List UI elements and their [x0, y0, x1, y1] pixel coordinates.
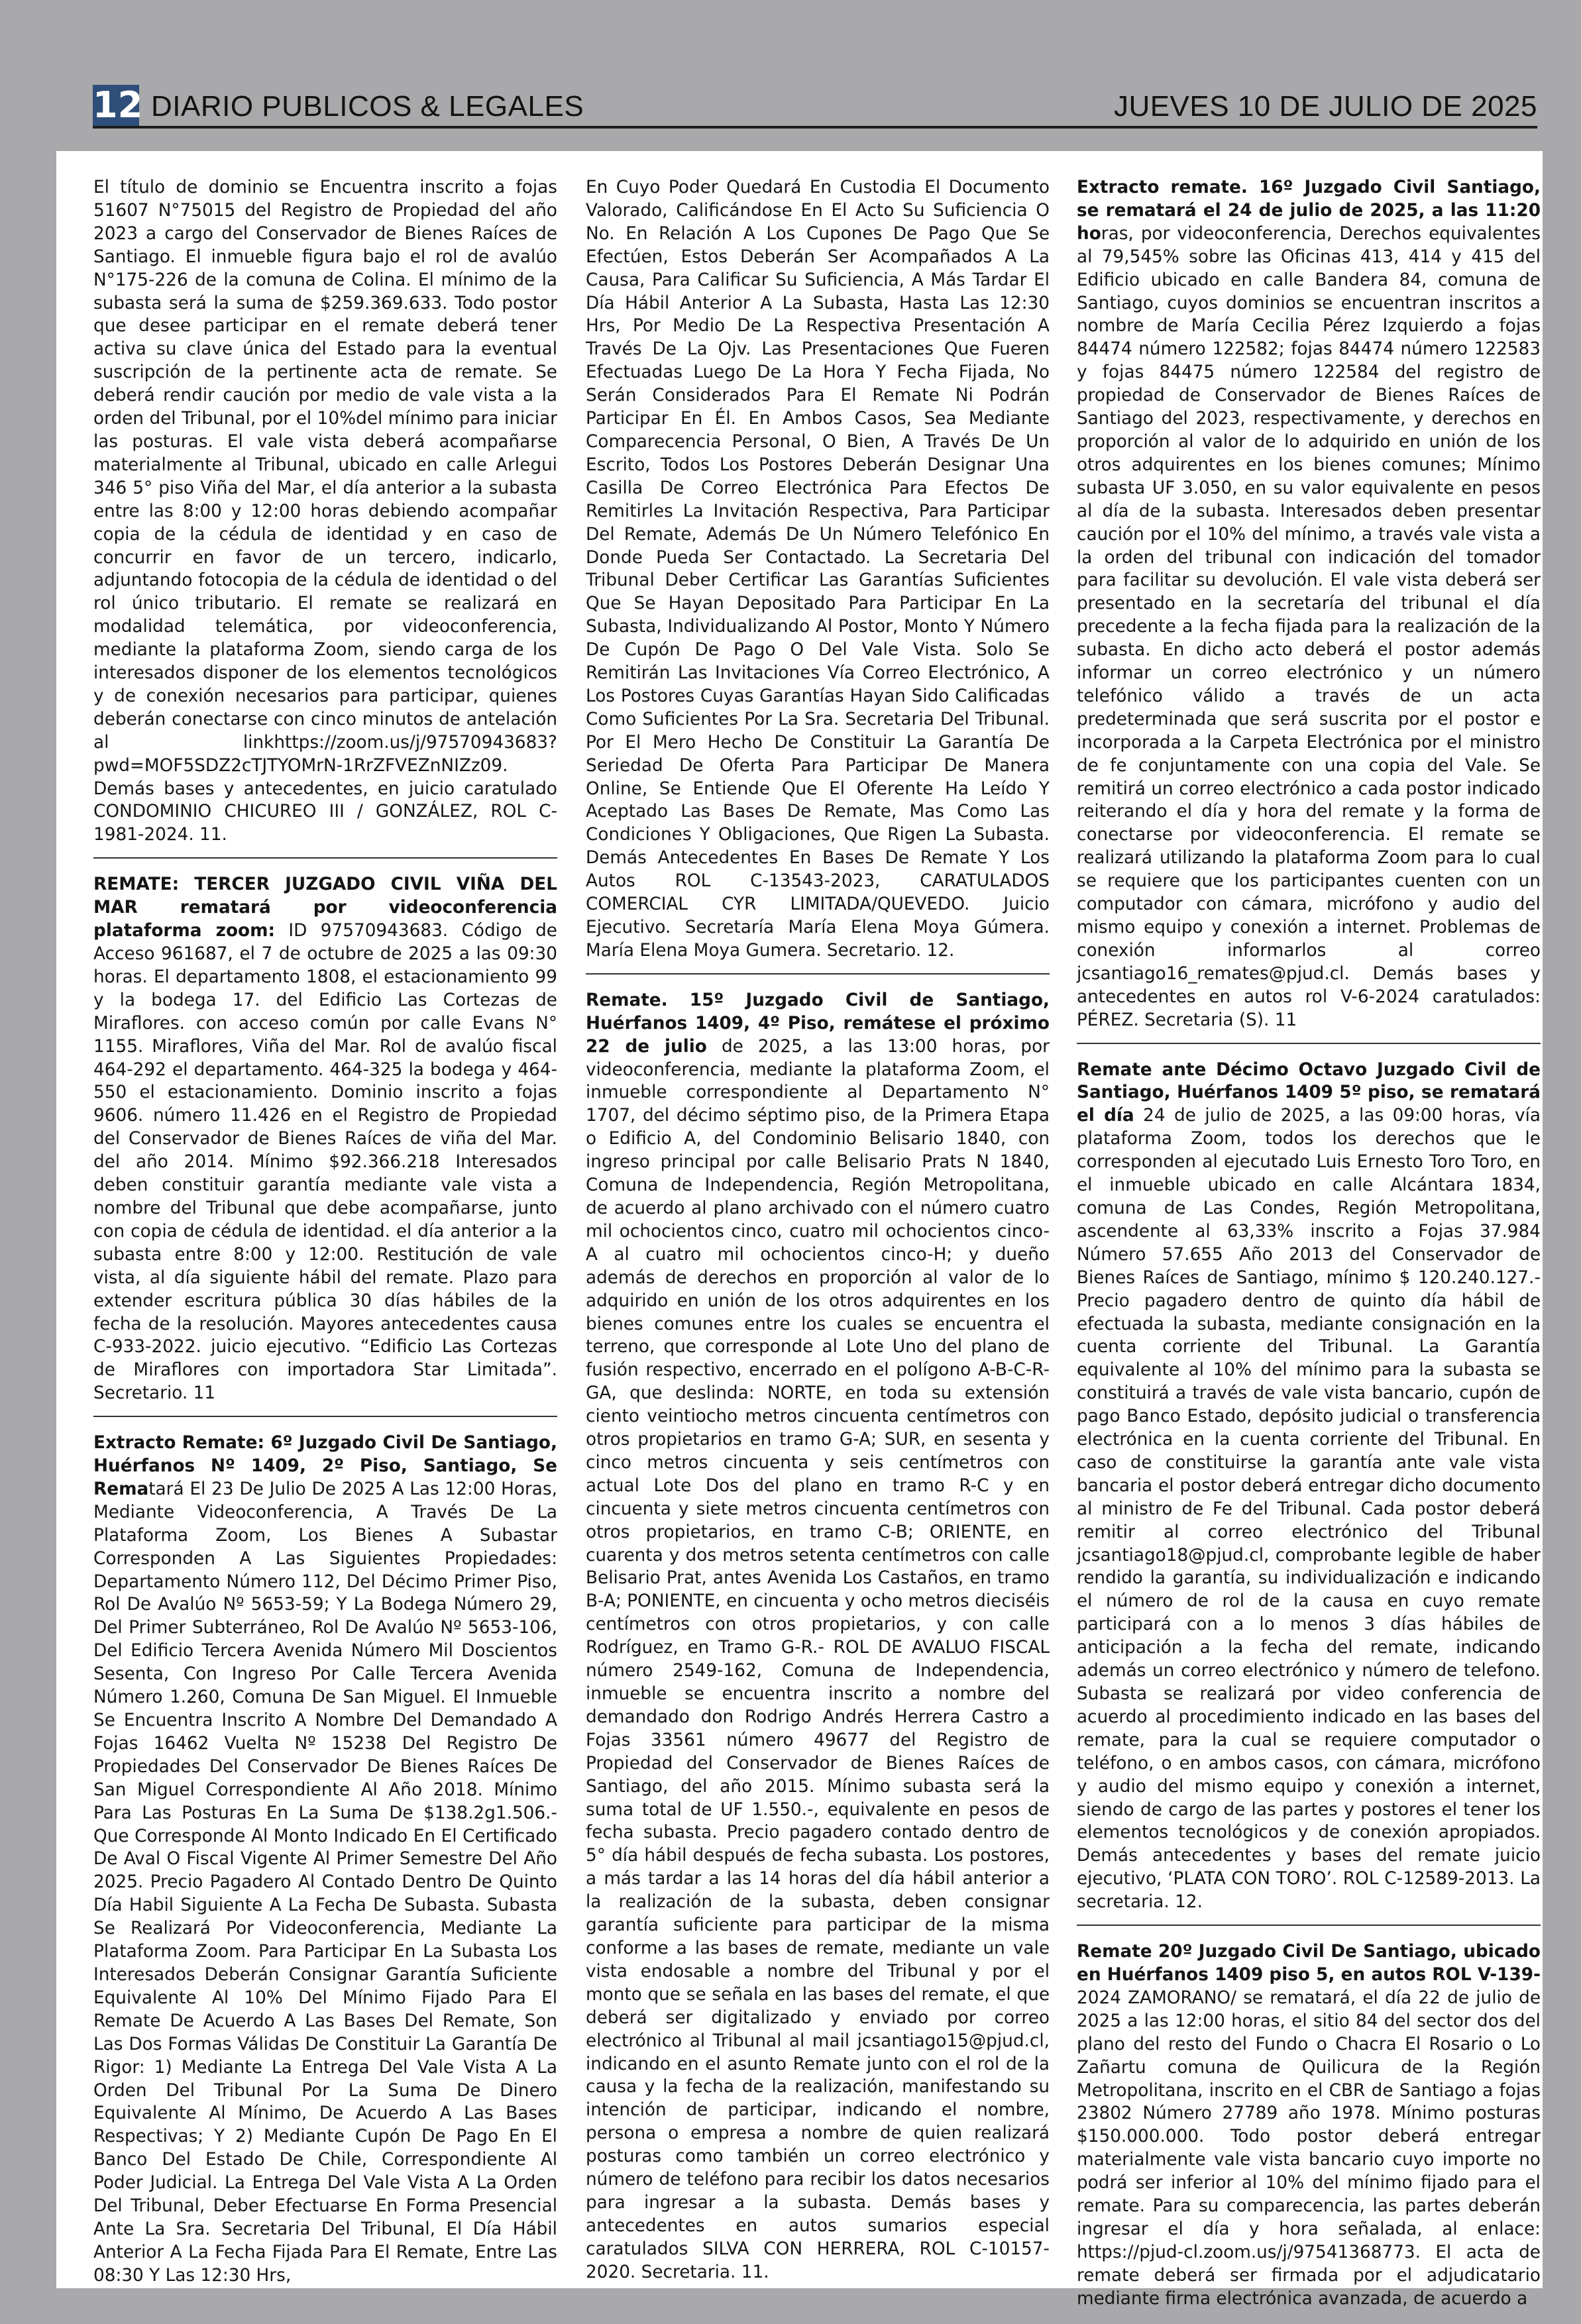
page-header — [93, 85, 1537, 129]
notice-body: En Cuyo Poder Quedará En Custodia El Documento Valorado, Calificándose En El Acto Su Suficiencia O No. En Relación A Los Cupones De Pago Que Se Efectúen, Estos Deberán Ser Acompañados A La Causa, Para Calificar Su Suficiencia, A Más Tardar El Día Hábil Anterior A La Subasta, Hasta Las 12:30 Hrs, Por Medio De La Respectiva Presentación A Través De La Ojv. Las Presentaciones Que Fueren Efectuadas Luego De La Hora Y Fecha Fijada, No Serán Considerados Para El Remate Ni Podrán Participar En Él. En Ambos Casos, Sea Mediante Comparecencia Personal, O Bien, A Través De Un Escrito, Todos Los Postores Deberán Designar Una Casilla De Correo Electrónica Para Efectos De Remitirles La Invitación Respectiva, Para Participar Del Remate, Además De Un Número Telefónico En Donde Pueda Ser Contactado. La Secretaria Del Tribunal Deber Certificar Las Garantías Suficientes Que Se Hayan Depositado Para Participar En La Subasta, Individualizando Al Postor, Monto Y Número De Cupón De Pago O Del Vale Vista. Solo Se Remitirán Las Invitaciones Vía Correo Electrónico, A Los Postores Cuyas Garantías Hayan Sido Calificadas Como Suficientes Por La Sra. Secretaria Del Tribunal. Por El Mero Hecho De Constituir La Garantía De Seriedad De Oferta Para Participar De Manera Online, Se Entiende Que El Oferente Ha Leído Y Aceptado Las Bases De Remate, Mas Como Las Condiciones Y Obligaciones, Que Rigen La Subasta. Demás Antecedentes En Bases De Remate Y Los Autos ROL C-13543-2023, CARATULADOS COMERCIAL CYR LIMITADA/QUEVEDO. Juicio Ejecutivo. Secretaría María Elena Moya Gúmera. María Elena Moya Gumera. Secretario. 12. — [586, 178, 1050, 961]
notice-heading: Extracto Remate: 6º Juzgado Civil De Santiago, Huérfanos Nº 1409, 2º Piso, Santiago, Se Rema — [93, 1433, 557, 1499]
legal-notice — [1077, 1059, 1541, 1927]
legal-notice — [1077, 176, 1541, 1044]
page-sheet — [56, 151, 1543, 2309]
legal-notice — [93, 1432, 557, 2298]
notice-body: de 2025, a las 13:00 horas, por videoconferencia, mediante la plataforma Zoom, el inmueble correspondiente al Departamento N° 1707, del décimo séptimo piso, de la Primera Etapa o Edificio A, del Condominio Belisario 1840, con ingreso principal por calle Belisario Prats N 1840, Comuna de Independencia, Región Metropolitana, de acuerdo al plano archivado con el número cuatro mil ochocientos cinco, cuatro mil ochocientos cinco-A al cuatro mil ochocientos cinco-H; y dueño además de derechos en proporción al valor de lo adquirido en unión de los otros adquirentes en los bienes comunes entre los cuales se encuentra el terreno, que corresponde al Lote Uno del plano de fusión respectivo, encerrado en el polígono A-B-C-R-GA, que deslinda: NORTE, en toda su extensión ciento veintiocho metros cincuenta centímetros con otros propietarios en tramo G-A; SUR, en sesenta y cinco metros cincuenta y seis centímetros con actual Lote Dos del plano en tramo R-C y en cincuenta y siete metros cincuenta centímetros con otros propietarios, en tramo C-B; ORIENTE, en cuarenta y dos metros setenta centímetros con calle Belisario Prat, antes Avenida Los Castaños, en tramo B-A; PONIENTE, en cincuenta y ocho metros dieciséis centímetros con otros propietarios, y con calle Rodríguez, en Tramo G-R.- ROL DE AVALUO FISCAL número 2549-162, Comuna de Independencia, inmueble se encuentra inscrito a nombre del demandado don Rodrigo Andrés Herrera Castro a Fojas 33561 número 49677 del Registro de Propiedad del Conservador de Bienes Raíces de Santiago, del año 2015. Mínimo subasta será la suma total de UF 1.550.-, equivalente en pesos de fecha subasta. Precio pagadero contado dentro de 5° día hábil después de fecha subasta. Los postores, a más tardar a las 14 horas del día hábil anterior a la realización de la subasta, deben consignar garantía suficiente para participar de la misma conforme a las bases de remate, mediante un vale vista endosable a nombre del Tribunal y por el monto que se señala en las bases del remate, el que deberá ser digitalizado y enviado por correo electrónico al Tribunal al mail jcsantiago15@pjud.cl, indicando en el asunto Remate junto con el rol de la causa y la fecha de la realización, manifestando su intención de participar, indicando el nombre, persona o empresa a nombre de quien realizará posturas como también un correo electrónico y número de teléfono para recibir los datos necesarios para ingresar a la subasta. Demás bases y antecedentes en autos sumarios especial caratulados SILVA CON HERRERA, ROL C-10157-2020. Secretaria. 11. — [586, 1036, 1050, 2282]
notice-heading: Remate ante Décimo Octavo Juzgado Civil de Santiago, Huérfanos 1409 5º piso, se rematará el día — [1077, 1059, 1541, 1126]
issue-date: JUEVES 10 DE JULIO DE 2025 — [1113, 90, 1537, 123]
notice-heading: Remate 20º Juzgado Civil De Santiago, ubicado en Huérfanos 1409 piso 5, en autos ROL V-139- — [1077, 1942, 1541, 1985]
legal-notice — [93, 873, 557, 1417]
notice-body: tará El 23 De Julio De 2025 A Las 12:00 Horas, Mediante Videoconferencia, A Través De La Plataforma Zoom, Los Bienes A Subastar Corresponden A Las Siguientes Propiedades: Departamento Número 112, Del Décimo Primer Piso, Rol De Avalúo Nº 5653-59; Y La Bodega Número 29, Del Primer Subterráneo, Rol De Avalúo Nº 5653-106, Del Edificio Tercera Avenida Número Mil Doscientos Sesenta, Con Ingreso Por Calle Tercera Avenida Número 1.260, Comuna De San Miguel. El Inmueble Se Encuentra Inscrito A Nombre Del Demandado A Fojas 16462 Vuelta Nº 15238 Del Registro De Propiedades Del Conservador De Bienes Raíces De San Miguel Correspondiente Al Año 2018. Mínimo Para Las Posturas En La Suma De $138.2g1.506.- Que Corresponde Al Monto Indicado En El Certificado De Aval O Fiscal Vigente Al Primer Semestre Del Año 2025. Precio Pagadero Al Contado Dentro De Quinto Día Habil Siguiente A La Fecha De Subasta. Subasta Se Realizará Por Videoconferencia, Mediante La Plataforma Zoom. Para Participar En La Subasta Los Interesados Deberán Consignar Garantía Suficiente Equivalente Al 10% Del Mínimo Fijado Para El Remate De Acuerdo A Las Bases Del Remate, Son Las Dos Formas Válidas De Constituir La Garantía De Rigor: 1) Mediante La Entrega Del Vale Vista A La Orden Del Tribunal Por La Suma De Dinero Equivalente Al Mínimo, De Acuerdo A Las Bases Respectivas; Y 2) Mediante Cupón De Pago En El Banco Del Estado De Chile, Correspondiente Al Poder Judicial. La Entrega Del Vale Vista A La Orden Del Tribunal, Deber Efectuarse En Forma Presencial Ante La Sra. Secretaria Del Tribunal, El Día Hábil Anterior A La Fecha Fijada Para El Remate, Entre Las 08:30 Y Las 12:30 Hrs, — [93, 1479, 557, 2286]
column-3 — [1077, 176, 1541, 2309]
notice-body: ras, por videoconferencia, Derechos equivalentes al 79,545% sobre las Oficinas 413, 414 y 415 del Edificio ubicado en calle Bandera 84, comuna de Santiago, cuyos dominios se encuentran inscritos a nombre de María Cecilia Pérez Izquierdo a fojas 84474 número 122582; fojas 84474 número 122583 y fojas 84475 número 122584 del registro de propiedad de Conservador de Bienes Raíces de Santiago del 2023, respectivamente, y derechos en proporción al valor de lo adquirido en unión de los otros adquirentes en los bienes comunes; Mínimo subasta UF 3.050, en su valor equivalente en pesos al día de la subasta. Interesados deben presentar caución por el 10% del mínimo, a través vale vista a la orden del tribunal con indicación del tomador para facilitar su devolución. El vale vista deberá ser presentado en la secretaría del tribunal el día precedente a la fecha fijada para la realización de la subasta. En dicho acto deberá el postor además informar un correo electrónico y un número telefónico válido a través de un acta predeterminada que será suscrita por el postor e incorporada a la Carpeta Electrónica por el ministro de fe conjuntamente con una copia del Vale. Se remitirá un correo electrónico a cada postor indicado reiterando el día y hora del remate y la forma de conectarse por videoconferencia. El remate se realizará utilizando la plataforma Zoom para lo cual se requiere que los participantes cuenten con un computador con cámara, micrófono y audio del mismo equipo y conexión a internet. Problemas de conexión informarlos al correo jcsantiago16_remates@pjud.cl. Demás bases y antecedentes en autos rol V-6-2024 caratulados: PÉREZ. Secretaria (S). 11 — [1077, 223, 1541, 1030]
notice-heading: Remate. 15º Juzgado Civil de Santiago, Huérfanos 1409, 4º Piso, remátese el próximo 22 de julio — [586, 990, 1050, 1057]
notice-body: 24 de julio de 2025, a las 09:00 horas, vía plataforma Zoom, todos los derechos que le corresponden al ejecutado Luis Ernesto Toro Toro, en el inmueble ubicado en calle Alcántara 1834, comuna de Las Condes, Región Metropolitana, ascendente al 63,33% inscrito a Fojas 37.984 Número 57.655 Año 2013 del Conservador de Bienes Raíces de Santiago, mínimo $ 120.240.127.- Precio pagadero dentro de quinto día hábil de efectuada la subasta, mediante consignación en la cuenta corriente del Tribunal. La Garantía equivalente al 10% del mínimo para la subasta se constituirá a través de vale vista bancario, cupón de pago Banco Estado, depósito judicial o transferencia electrónica en la cuenta corriente del Tribunal. En caso de constituirse la garantía ante vale vista bancaria el postor deberá entregar dicho documento al ministro de Fe del Tribunal. Cada postor deberá remitir al correo electrónico del Tribunal jcsantiago18@pjud.cl, comprobante legible de haber rendido la garantía, su individualización e indicando el número de rol de la causa en cuyo remate participará con a lo menos 3 días hábiles de anticipación a la fecha del remate, indicando además un correo electrónico y número de telefono. Subasta se realizará por video conferencia de acuerdo al procedimiento indicado en las bases del remate, para la cual se requiere computador o teléfono, o en ambos casos, con cámara, micrófono y audio del mismo equipo y conexión a internet, siendo de cargo de las partes y postores el tener los elementos tecnológicos y de conexión apropiados. Demás antecedentes y bases del remate juicio ejecutivo, ‘PLATA CON TORO’. ROL C-12589-2013. La secretaria. 12. — [1077, 1106, 1541, 1913]
legal-notice — [586, 989, 1050, 2295]
notice-body: 2024 ZAMORANO/ se rematará, el día 22 de julio de 2025 a las 12:00 horas, el sitio 84 del sector dos del plano del resto del Fundo o Chacra El Rosario o Lo Zañartu comuna de Quilicura de la Región Metropolitana, inscrito en el CBR de Santiago a fojas 23802 Número 27789 año 1978. Mínimo posturas $150.000.000. Todo postor deberá entregar materialmente vale vista bancario cuyo importe no podrá ser inferior al 10% del mínimo fijado para el remate. Para su comparecencia, las partes deberán ingresar el día y hora señalada, al enlace: https://pjud-cl.zoom.us/j/97541368773. El acta de remate deberá ser firmada por el adjudicatario mediante firma electrónica avanzada, de acuerdo a — [1077, 1987, 1541, 2309]
publication-name: DIARIO PUBLICOS & LEGALES — [151, 90, 584, 123]
notice-heading: REMATE: TERCER JUZGADO CIVIL VIÑA DEL MAR rematará por videoconferencia plataforma zoom: — [93, 874, 557, 941]
notice-body: ID 97570943683. Código de Acceso 961687, el 7 de octubre de 2025 a las 09:30 horas. El departamento 1808, el estacionamiento 99 y la bodega 17. del Edificio Las Cortezas de Miraflores. con acceso común por calle Evans N° 1155. Miraflores, Viña del Mar. Rol de avalúo fiscal 464-292 el departamento. 464-325 la bodega y 464-550 el estacionamiento. Dominio inscrito a fojas 9606. número 11.426 en el Registro de Propiedad del Conservador de Bienes Raíces de viña del Mar. del año 2014. Mínimo $92.366.218 Interesados deben constituir garantía mediante vale vista a nombre del Tribunal que debe acompañarse, junto con copia de cédula de identidad. el día anterior a la subasta entre 8:00 y 12:00. Restitución de vale vista, al día siguiente hábil del remate. Plazo para extender escritura pública 30 días hábiles de la fecha de la resolución. Mayores antecedentes causa C-933-2022. juicio ejecutivo. “Edificio Las Cortezas de Miraflores con importadora Star Limitada”. Secretario. 11 — [93, 921, 557, 1404]
legal-notice — [586, 176, 1050, 975]
notice-body: El título de dominio se Encuentra inscrito a fojas 51607 N°75015 del Registro de Propiedad del año 2023 a cargo del Conservador de Bienes Raíces de Santiago. El inmueble figura bajo el rol de avalúo N°175-226 de la comuna de Colina. El mínimo de la subasta será la suma de $259.369.633. Todo postor que desee participar en el remate deberá tener activa su clave única del Estado para la eventual suscripción de la pertinente acta de remate. Se deberá rendir caución por medio de vale vista a la orden del Tribunal, por el 10%del mínimo para iniciar las posturas. El vale vista deberá acompañarse materialmente al Tribunal, ubicado en calle Arlegui 346 5° piso Viña del Mar, el día anterior a la subasta entre las 8:00 y 12:00 horas debiendo acompañar copia de la cédula de identidad y en caso de concurrir en favor de un tercero, indicarlo, adjuntando fotocopia de la cédula de identidad o del rol único tributario. El remate se realizará en modalidad telemática, por videoconferencia, mediante la plataforma Zoom, siendo carga de los interesados disponer de los elementos tecnológicos y de conexión necesarios para participar, quienes deberán conectarse con cinco minutos de antelación al linkhttps://zoom.us/j/97570943683?pwd=MOF5SDZ2cTJTYOMrN-1RrZFVEZnNIZz09. Demás bases y antecedentes, en juicio caratulado CONDOMINIO CHICUREO III / GONZÁLEZ, ROL C-1981-2024. 11. — [93, 178, 557, 845]
column-1 — [93, 176, 557, 2286]
legal-notice — [93, 176, 557, 859]
page-number: 12 — [93, 84, 143, 126]
notice-heading: Extracto remate. 16º Juzgado Civil Santiago, se rematará el 24 de julio de 2025, a las 11:20 ho — [1077, 178, 1541, 244]
legal-notice — [1077, 1940, 1541, 2321]
column-2 — [586, 176, 1050, 2282]
